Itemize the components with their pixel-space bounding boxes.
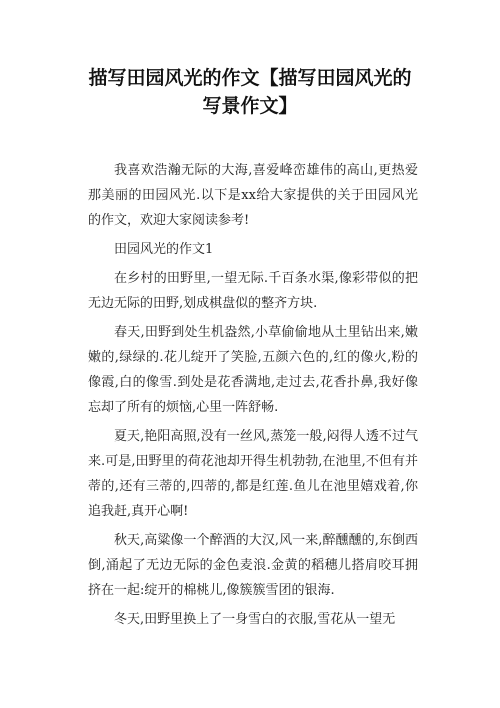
document-body: [88, 158, 418, 636]
paragraph-autumn: 秋天,高粱像一个醉酒的大汉,风一来,醉醺醺的,东倒西倒,涌起了无边无际的金色麦浪.金黄的稻穗儿搭肩咬耳拥挤在一起:绽开的棉桃儿,像簇簇雪团的银海.: [88, 533, 418, 598]
paragraph-field: 在乡村的田野里,一望无际.千百条水渠,像彩带似的把无边无际的田野,划成棋盘似的整齐方块.: [88, 271, 418, 311]
essay-heading: 田园风光的作文1: [114, 242, 214, 257]
paragraph-spring: 春天,田野到处生机盎然,小草偷偷地从土里钻出来,嫩嫩的,绿绿的.花儿绽开了笑脸,五颜六色的,红的像火,粉的像霞,白的像雪.到处是花香满地,走过去,花香扑鼻,我好像忘却了所有的烦恼,心里一阵舒畅.: [88, 325, 418, 415]
document-title-line-1: 描写田园风光的作文【描写田园风光的: [88, 67, 412, 89]
document-title: [60, 64, 440, 120]
intro-paragraph: 我喜欢浩瀚无际的大海,喜爱峰峦雄伟的高山,更热爱那美丽的田园风光.以下是xx给大家提供的关于田园风光的作文，欢迎大家阅读参考!: [88, 163, 418, 228]
document-title-line-2: 写景作文】: [202, 95, 298, 117]
paragraph-summer: 夏天,艳阳高照,没有一丝风,蒸笼一般,闷得人透不过气来.可是,田野里的荷花池却开得生机勃勃,在池里,不但有并蒂的,还有三蒂的,四蒂的,都是红莲.鱼儿在池里嬉戏着,你追我赶,真开心啊!: [88, 429, 418, 519]
paragraph-winter: 冬天,田野里换上了一身雪白的衣服,雪花从一望无: [114, 612, 396, 627]
